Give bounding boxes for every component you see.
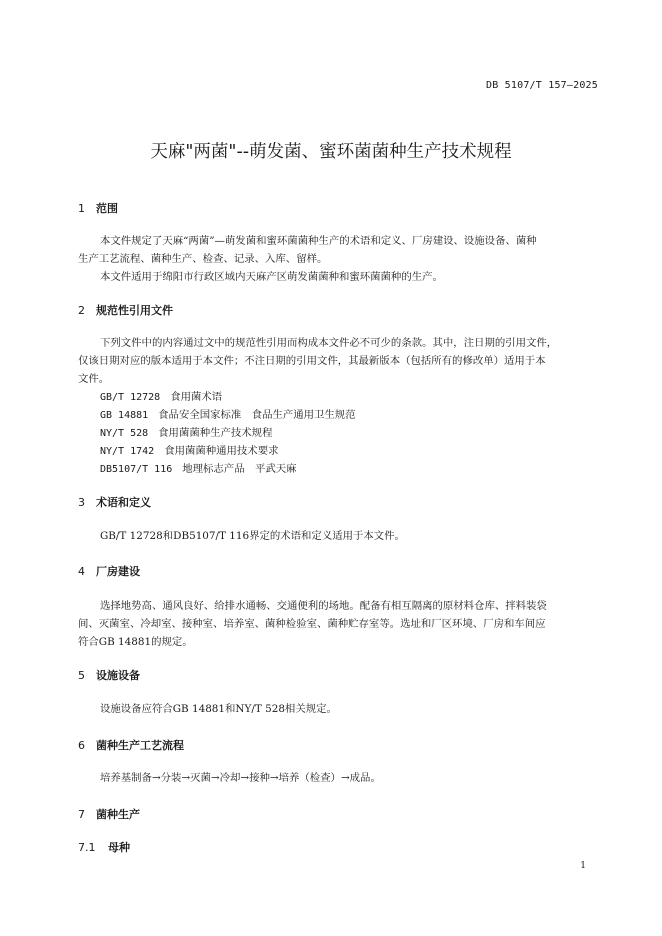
section-title: 术语和定义 bbox=[96, 496, 151, 509]
reference-name: 地理标志产品 平武天麻 bbox=[182, 463, 297, 475]
section-4-heading bbox=[78, 563, 140, 579]
reference-name: 食用菌术语 bbox=[170, 391, 223, 403]
section-title: 规范性引用文件 bbox=[96, 304, 173, 317]
paragraph bbox=[78, 597, 598, 651]
reference-item bbox=[100, 388, 222, 407]
section-title: 菌种生产 bbox=[96, 808, 140, 821]
section-title: 设施设备 bbox=[96, 669, 140, 682]
section-number: 2 bbox=[78, 304, 85, 317]
paragraph bbox=[78, 700, 598, 718]
reference-name: 食用菌菌种通用技术要求 bbox=[164, 445, 279, 457]
section-number: 5 bbox=[78, 669, 85, 682]
section-7-1-heading bbox=[78, 839, 130, 855]
text-line: 符合GB 14881的规定。 bbox=[78, 636, 193, 648]
section-number: 7 bbox=[78, 808, 85, 821]
text-line: 本文件规定了天麻“两菌”—萌发菌和蜜环菌菌种生产的术语和定义、厂房建设、设施设备、菌种 bbox=[100, 235, 537, 247]
section-number: 4 bbox=[78, 565, 85, 578]
paragraph bbox=[78, 769, 598, 787]
section-6-heading bbox=[78, 737, 184, 753]
section-2-heading bbox=[78, 302, 173, 318]
reference-item bbox=[100, 424, 272, 443]
paragraph bbox=[78, 334, 598, 388]
section-number: 7.1 bbox=[78, 841, 96, 854]
section-1-heading bbox=[78, 200, 118, 216]
section-7-heading bbox=[78, 806, 140, 822]
reference-code: DB5107/T 116 bbox=[100, 464, 173, 475]
reference-item bbox=[100, 442, 278, 461]
text-line: 间、灭菌室、冷却室、接种室、培养室、菌种检验室、菌种贮存室等。选址和厂区环境、厂房和车间应 bbox=[78, 618, 546, 630]
text-line: GB/T 12728和DB5107/T 116界定的术语和定义适用于本文件。 bbox=[100, 530, 405, 542]
section-5-heading bbox=[78, 667, 140, 683]
paragraph bbox=[78, 527, 598, 545]
reference-name: 食品安全国家标准 食品生产通用卫生规范 bbox=[158, 409, 356, 421]
section-number: 6 bbox=[78, 739, 85, 752]
section-title: 母种 bbox=[108, 841, 130, 854]
text-line: 生产工艺流程、菌种生产、检查、记录、入库、留样。 bbox=[78, 253, 328, 265]
text-line: 培养基制备→分装→灭菌→冷却→接种→培养（检查）→成品。 bbox=[100, 772, 381, 784]
reference-item bbox=[100, 406, 356, 425]
text-line: 仅该日期对应的版本适用于本文件；不注日期的引用文件，其最新版本（包括所有的修改单）适用于本 bbox=[78, 355, 546, 367]
reference-code: NY/T 1742 bbox=[100, 446, 155, 457]
document-title: 天麻"两菌"--萌发菌、蜜环菌菌种生产技术规程 bbox=[150, 142, 512, 162]
section-3-heading bbox=[78, 494, 151, 510]
text-line: 选择地势高、通风良好、给排水通畅、交通便利的场地。配备有相互隔离的原材料仓库、拌料装袋 bbox=[100, 600, 547, 612]
paragraph bbox=[78, 232, 598, 286]
reference-code: NY/T 528 bbox=[100, 428, 149, 439]
section-number: 1 bbox=[78, 202, 85, 215]
text-line: 设施设备应符合GB 14881和NY/T 528相关规定。 bbox=[100, 703, 337, 715]
section-title: 厂房建设 bbox=[96, 565, 140, 578]
text-line: 下列文件中的内容通过文中的规范性引用而构成本文件必不可少的条款。其中，注日期的引用文件， bbox=[100, 337, 558, 349]
page-number: 1 bbox=[580, 861, 586, 871]
reference-code: GB 14881 bbox=[100, 410, 149, 421]
section-title: 菌种生产工艺流程 bbox=[96, 739, 184, 752]
section-title: 范围 bbox=[96, 202, 118, 215]
section-number: 3 bbox=[78, 496, 85, 509]
text-line: 文件。 bbox=[78, 373, 110, 385]
reference-code: GB/T 12728 bbox=[100, 392, 161, 403]
reference-name: 食用菌菌种生产技术规程 bbox=[158, 427, 273, 439]
reference-item bbox=[100, 460, 297, 479]
document-id: DB 5107/T 157—2025 bbox=[486, 80, 598, 91]
text-line: 本文件适用于绵阳市行政区域内天麻产区萌发菌菌种和蜜环菌菌种的生产。 bbox=[100, 271, 443, 283]
